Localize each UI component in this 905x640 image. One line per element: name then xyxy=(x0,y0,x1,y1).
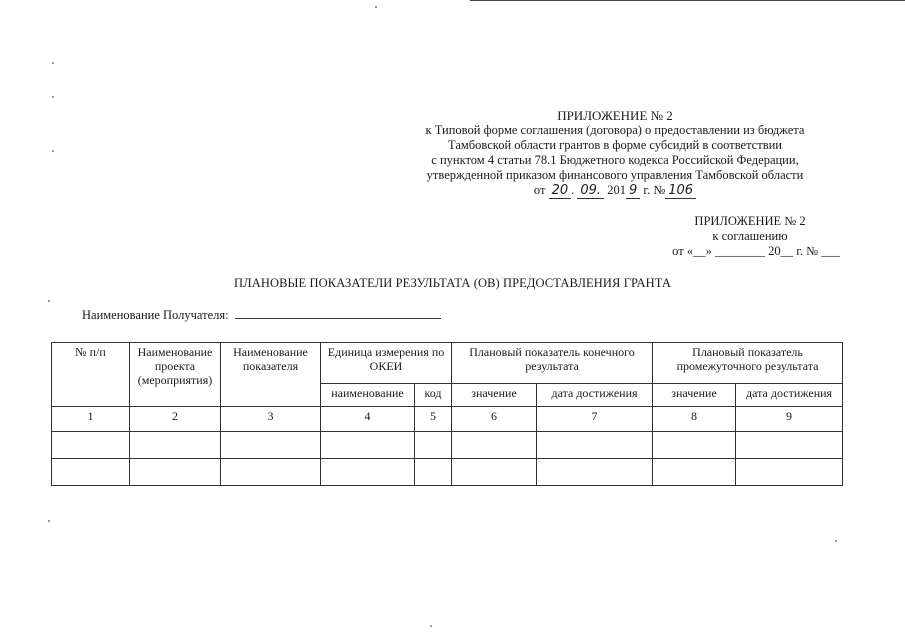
subheader-unit-code: код xyxy=(415,384,452,407)
header-project: Наименование проекта (мероприятия) xyxy=(130,343,221,407)
appendix-header xyxy=(360,108,870,198)
date-prefix: от xyxy=(533,183,546,197)
empty-cell[interactable] xyxy=(452,432,537,459)
date-year-suffix: г. № xyxy=(643,183,666,197)
empty-cell[interactable] xyxy=(415,432,452,459)
column-number: 2 xyxy=(130,407,221,432)
subheader-final-value: значение xyxy=(452,384,537,407)
empty-cell[interactable] xyxy=(452,459,537,486)
recipient-blank-line[interactable] xyxy=(235,307,441,319)
appendix-line-4: утвержденной приказом финансового управления Тамбовской области xyxy=(426,168,804,182)
appendix-line-1: к Типовой форме соглашения (договора) о предоставлении из бюджета xyxy=(425,123,805,137)
agreement-subtitle: к соглашению xyxy=(712,229,788,243)
agreement-dateline: от «__» ________ 20__ г. № ___ xyxy=(672,244,840,258)
header-interim: Плановый показатель промежуточного результата xyxy=(653,343,843,384)
form-title: ПЛАНОВЫЕ ПОКАЗАТЕЛИ РЕЗУЛЬТАТА (ОВ) ПРЕДОСТАВЛЕНИЯ ГРАНТА xyxy=(234,276,671,290)
empty-cell[interactable] xyxy=(653,459,736,486)
recipient-label: Наименование Получателя: xyxy=(82,308,229,322)
empty-cell[interactable] xyxy=(736,459,843,486)
table-header-row xyxy=(52,343,843,384)
column-number: 7 xyxy=(537,407,653,432)
scan-speck xyxy=(430,625,432,627)
top-edge-line xyxy=(470,0,905,1)
handwritten-month: 09. xyxy=(577,183,604,199)
scan-speck xyxy=(52,150,54,152)
column-number-row xyxy=(52,407,843,432)
header-unit: Единица измерения по ОКЕИ xyxy=(321,343,452,384)
date-separator: . xyxy=(571,183,575,197)
indicators-table xyxy=(51,342,843,486)
empty-cell[interactable] xyxy=(537,459,653,486)
subheader-unit-name: наименование xyxy=(321,384,415,407)
table-row xyxy=(52,459,843,486)
empty-cell[interactable] xyxy=(321,459,415,486)
appendix-line-2: Тамбовской области грантов в форме субсидий в соответствии xyxy=(448,138,782,152)
handwritten-day: 20 xyxy=(549,183,572,199)
header-num: № п/п xyxy=(52,343,130,407)
appendix-title: ПРИЛОЖЕНИЕ № 2 xyxy=(557,108,673,123)
empty-cell[interactable] xyxy=(52,432,130,459)
scan-speck xyxy=(52,62,54,64)
empty-cell[interactable] xyxy=(537,432,653,459)
recipient-row xyxy=(82,307,441,323)
scan-speck xyxy=(48,520,50,522)
column-number: 8 xyxy=(653,407,736,432)
subheader-final-date: дата достижения xyxy=(537,384,653,407)
subheader-interim-value: значение xyxy=(653,384,736,407)
scan-speck xyxy=(52,96,54,98)
empty-cell[interactable] xyxy=(653,432,736,459)
column-number: 3 xyxy=(221,407,321,432)
scan-speck xyxy=(48,300,50,302)
empty-cell[interactable] xyxy=(415,459,452,486)
date-year-prefix: 201 xyxy=(607,183,626,197)
header-final: Плановый показатель конечного результата xyxy=(452,343,653,384)
empty-cell[interactable] xyxy=(736,432,843,459)
agreement-header xyxy=(600,214,840,259)
empty-cell[interactable] xyxy=(130,459,221,486)
appendix-line-3: с пунктом 4 статьи 78.1 Бюджетного кодекса Российской Федерации, xyxy=(431,153,799,167)
empty-cell[interactable] xyxy=(221,459,321,486)
table-row xyxy=(52,432,843,459)
column-number: 5 xyxy=(415,407,452,432)
column-number: 4 xyxy=(321,407,415,432)
column-number: 6 xyxy=(452,407,537,432)
handwritten-year-digit: 9 xyxy=(626,183,640,199)
empty-cell[interactable] xyxy=(130,432,221,459)
agreement-title: ПРИЛОЖЕНИЕ № 2 xyxy=(694,214,806,228)
empty-cell[interactable] xyxy=(221,432,321,459)
scan-speck xyxy=(375,6,377,8)
scan-speck xyxy=(835,540,837,542)
appendix-date-line xyxy=(360,183,870,198)
empty-cell[interactable] xyxy=(52,459,130,486)
subheader-interim-date: дата достижения xyxy=(736,384,843,407)
header-indicator: Наименование показателя xyxy=(221,343,321,407)
column-number: 1 xyxy=(52,407,130,432)
handwritten-order-number: 106 xyxy=(665,183,696,199)
column-number: 9 xyxy=(736,407,843,432)
empty-cell[interactable] xyxy=(321,432,415,459)
